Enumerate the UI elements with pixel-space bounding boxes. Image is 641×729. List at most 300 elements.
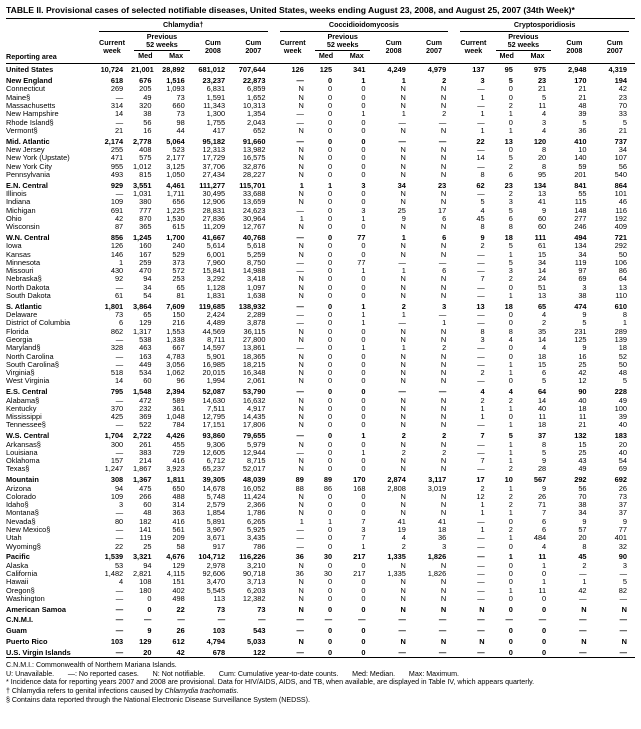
value-cell: 5,064: [166, 136, 185, 146]
table-row: [6, 198, 635, 206]
value-cell: 9: [582, 311, 587, 320]
table-row: [6, 94, 635, 102]
value-cell: 0: [361, 626, 366, 636]
value-cell: 1: [508, 440, 513, 449]
value-cell: 0: [328, 275, 333, 284]
value-cell: —: [296, 301, 304, 311]
value-cell: 132: [574, 431, 587, 441]
value-cell: 6: [442, 267, 447, 276]
value-cell: 1,225: [166, 206, 185, 215]
value-cell: 0: [508, 145, 513, 154]
value-cell: 1: [361, 448, 366, 457]
value-cell: 2: [442, 448, 447, 457]
value-cell: 13: [504, 136, 513, 146]
reporting-area-cell: Virginia§: [6, 369, 35, 378]
table-row: [6, 518, 635, 526]
value-cell: 1,245: [132, 232, 152, 242]
value-cell: —: [398, 319, 406, 328]
value-cell: 2: [508, 101, 513, 110]
value-cell: N: [440, 250, 447, 259]
value-cell: 73: [176, 110, 185, 119]
reporting-area-cell: Guam: [6, 626, 27, 636]
value-cell: 572: [172, 267, 185, 276]
value-cell: 18: [618, 344, 627, 353]
value-cell: 14,988: [242, 267, 266, 276]
value-cell: 14,435: [242, 413, 266, 422]
value-cell: 470: [139, 267, 152, 276]
value-cell: —: [115, 335, 124, 344]
value-cell: 111: [534, 232, 547, 242]
value-cell: —: [505, 615, 513, 625]
value-cell: 12: [578, 377, 587, 386]
value-cell: 3: [508, 198, 513, 207]
value-cell: N: [440, 440, 447, 449]
reporting-area-cell: Puerto Rico: [6, 637, 48, 647]
value-cell: 0: [508, 569, 513, 578]
value-cell: 4,115: [166, 569, 185, 578]
reporting-area-cell: Georgia: [6, 335, 33, 344]
value-cell: 1,516: [166, 76, 185, 86]
value-cell: N: [298, 189, 304, 198]
value-cell: —: [477, 647, 485, 657]
value-cell: 2,978: [206, 561, 226, 570]
value-cell: 3,117: [428, 475, 447, 485]
value-cell: 691: [110, 206, 124, 215]
value-cell: 19: [397, 526, 406, 534]
value-cell: 40: [618, 421, 627, 430]
value-cell: 12,313: [202, 145, 226, 154]
value-cell: 64: [618, 275, 627, 284]
table-row: [6, 405, 635, 413]
value-cell: 14,678: [202, 484, 226, 493]
value-cell: 1: [480, 404, 485, 413]
value-cell: 26: [176, 626, 185, 636]
table-row: [6, 344, 635, 352]
value-cell: 0: [328, 327, 333, 336]
value-cell: 0: [328, 586, 333, 595]
value-cell: 0: [361, 126, 366, 135]
value-cell: —: [477, 578, 485, 587]
value-cell: 194: [614, 76, 627, 86]
value-cell: 183: [614, 431, 627, 441]
value-cell: 0: [328, 534, 333, 543]
value-cell: 18: [504, 301, 513, 311]
value-cell: 129: [139, 637, 152, 647]
value-cell: 4,319: [608, 65, 627, 75]
value-cell: 1: [508, 534, 513, 543]
value-cell: 2,821: [132, 569, 152, 578]
value-cell: 28: [537, 465, 547, 474]
value-cell: 0: [361, 501, 366, 510]
max-header: Max: [521, 51, 554, 63]
value-cell: 5: [508, 431, 513, 441]
value-cell: N: [400, 93, 406, 102]
value-cell: 14,597: [202, 344, 226, 353]
value-cell: —: [296, 448, 304, 457]
value-cell: 18: [578, 404, 587, 413]
value-cell: 1: [361, 344, 366, 353]
value-cell: N: [400, 594, 406, 603]
value-cell: 784: [172, 421, 185, 430]
notifiable-diseases-table: [6, 18, 635, 658]
value-cell: 90,718: [242, 569, 266, 578]
value-cell: —: [296, 258, 304, 267]
value-cell: N: [440, 604, 447, 614]
disease-header-coccidioidomycosis: [274, 19, 455, 32]
value-cell: 216: [172, 319, 185, 328]
value-cell: —: [619, 626, 627, 636]
value-cell: 12,605: [202, 448, 226, 457]
value-cell: 0: [328, 93, 333, 102]
value-cell: N: [400, 360, 406, 369]
value-cell: 3: [442, 542, 447, 551]
value-cell: N: [400, 413, 406, 422]
value-cell: 27,434: [202, 170, 226, 179]
value-cell: 1,539: [104, 552, 124, 562]
value-cell: 15: [578, 440, 587, 449]
value-cell: 24: [537, 275, 547, 284]
value-cell: 2,177: [166, 154, 185, 163]
value-cell: N: [400, 162, 406, 171]
value-cell: —: [296, 311, 304, 320]
value-cell: —: [477, 258, 485, 267]
value-cell: 0: [361, 136, 366, 146]
value-cell: 9: [542, 457, 547, 466]
value-cell: 96: [176, 377, 185, 386]
table-row: [6, 543, 635, 551]
value-cell: 7: [361, 534, 366, 543]
value-cell: 48: [578, 101, 587, 110]
reporting-area-cell: Utah: [6, 534, 22, 543]
value-cell: —: [296, 344, 304, 353]
value-cell: 455: [172, 440, 185, 449]
reporting-area-cell: W.N. Central: [6, 232, 50, 242]
value-cell: 2: [401, 431, 406, 441]
value-cell: —: [538, 615, 547, 625]
value-cell: 65: [537, 301, 547, 311]
value-cell: 5: [508, 258, 513, 267]
reporting-area-cell: Delaware: [6, 311, 38, 320]
value-cell: 49: [143, 93, 152, 102]
value-cell: 129: [172, 561, 185, 570]
value-cell: N: [440, 275, 447, 284]
reporting-area-cell: Indiana: [6, 198, 31, 207]
table-row: [6, 231, 635, 242]
value-cell: 3: [582, 283, 587, 292]
value-cell: 543: [253, 626, 266, 636]
value-cell: 205: [139, 85, 152, 94]
value-cell: —: [296, 319, 304, 328]
value-cell: 125: [574, 335, 587, 344]
value-cell: —: [296, 526, 304, 534]
value-cell: 15: [537, 360, 547, 369]
value-cell: 0: [361, 509, 366, 518]
value-cell: 33: [618, 110, 627, 119]
value-cell: 567: [533, 475, 547, 485]
table-row: [6, 369, 635, 377]
value-cell: N: [400, 126, 406, 135]
value-cell: 9: [582, 344, 587, 353]
value-cell: N: [440, 578, 447, 587]
value-cell: 16,985: [202, 360, 226, 369]
reporting-area-cell: New York City: [6, 162, 53, 171]
value-cell: 12,944: [242, 448, 266, 457]
value-cell: 3: [480, 335, 485, 344]
value-cell: 430: [110, 267, 124, 276]
value-cell: 0: [328, 223, 333, 232]
value-cell: 1: [361, 311, 366, 320]
value-cell: 18,365: [242, 352, 266, 361]
current-week-header: Current week: [274, 32, 312, 63]
value-cell: 92: [114, 275, 124, 284]
reporting-area-cell: U.S. Virgin Islands: [6, 647, 71, 657]
value-cell: —: [115, 93, 124, 102]
value-cell: 134: [533, 180, 547, 190]
value-cell: 3,292: [206, 275, 226, 284]
value-cell: 3,713: [247, 578, 266, 587]
value-cell: 25: [578, 448, 587, 457]
value-cell: —: [477, 561, 485, 570]
value-cell: N: [298, 440, 304, 449]
value-cell: 1,786: [247, 509, 266, 518]
reporting-area-cell: E.N. Central: [6, 180, 48, 190]
value-cell: 41,667: [202, 232, 226, 242]
value-cell: 0: [361, 413, 366, 422]
value-cell: 0: [328, 637, 333, 647]
value-cell: N: [400, 421, 406, 430]
value-cell: 1,335: [387, 552, 406, 562]
value-cell: 341: [353, 65, 366, 75]
value-cell: 182: [139, 517, 152, 526]
value-cell: 34: [578, 250, 587, 259]
value-cell: 107: [614, 154, 627, 163]
value-cell: 1: [361, 76, 366, 86]
reporting-area-cell: New York (Upstate): [6, 154, 70, 163]
value-cell: 2,043: [247, 118, 266, 127]
reporting-area-cell: Ohio: [6, 214, 22, 223]
value-cell: N: [298, 145, 304, 154]
value-cell: 0: [508, 637, 513, 647]
value-cell: 538: [139, 335, 152, 344]
value-cell: —: [438, 626, 447, 636]
value-cell: 0: [508, 604, 513, 614]
value-cell: 38: [143, 110, 152, 119]
value-cell: 21: [578, 93, 587, 102]
value-cell: 18: [438, 526, 447, 534]
disease-label: Chlamydia†: [99, 21, 268, 32]
value-cell: —: [398, 118, 406, 127]
value-cell: 9: [542, 206, 547, 215]
value-cell: 109: [110, 492, 124, 501]
value-cell: N: [440, 335, 447, 344]
value-cell: N: [400, 492, 406, 501]
value-cell: 86: [323, 484, 333, 493]
value-cell: 529: [172, 250, 185, 259]
value-cell: 0: [508, 93, 513, 102]
value-cell: N: [298, 126, 304, 135]
value-cell: 113: [213, 594, 226, 603]
value-cell: 4: [119, 578, 124, 587]
value-cell: 5,748: [206, 492, 226, 501]
value-cell: 39: [578, 110, 587, 119]
value-cell: 561: [172, 526, 185, 534]
value-cell: 425: [110, 413, 124, 422]
value-cell: 0: [361, 352, 366, 361]
value-cell: 17,729: [202, 154, 226, 163]
value-cell: 2,366: [247, 501, 266, 510]
value-cell: 369: [139, 413, 152, 422]
value-cell: 3,418: [247, 275, 266, 284]
value-cell: 4: [542, 344, 547, 353]
value-cell: 15,841: [202, 267, 226, 276]
value-cell: 14: [114, 110, 124, 119]
value-cell: 59: [578, 162, 587, 171]
value-cell: 50: [618, 360, 627, 369]
value-cell: 20: [143, 647, 152, 657]
value-cell: 363: [172, 509, 185, 518]
value-cell: 277: [574, 214, 587, 223]
value-cell: 0: [328, 162, 333, 171]
value-cell: 22: [476, 136, 485, 146]
value-cell: N: [581, 604, 587, 614]
value-cell: 42: [176, 647, 185, 657]
value-cell: N: [298, 242, 304, 251]
value-cell: 11,209: [203, 223, 226, 232]
value-cell: 0: [361, 327, 366, 336]
value-cell: 8: [542, 145, 547, 154]
table-row: [6, 421, 635, 429]
value-cell: 1: [299, 517, 304, 526]
reporting-area-header: [6, 19, 93, 64]
value-cell: 11: [538, 413, 547, 422]
value-cell: —: [115, 586, 124, 595]
value-cell: N: [298, 360, 304, 369]
value-cell: 0: [361, 154, 366, 163]
value-cell: 119,685: [198, 301, 226, 311]
value-cell: 54: [143, 291, 152, 300]
value-cell: 0: [328, 101, 333, 110]
value-cell: 148: [574, 206, 587, 215]
value-cell: N: [298, 93, 304, 102]
value-cell: 11: [538, 552, 547, 562]
value-cell: N: [440, 421, 447, 430]
value-cell: 6,859: [247, 85, 266, 94]
value-cell: 23: [537, 76, 547, 86]
value-cell: 0: [361, 604, 366, 614]
value-cell: N: [440, 352, 447, 361]
value-cell: 2: [508, 465, 513, 474]
value-cell: 0: [542, 569, 547, 578]
value-cell: 0: [542, 647, 547, 657]
value-cell: 417: [212, 126, 226, 135]
value-cell: 0: [328, 352, 333, 361]
value-cell: 0: [361, 189, 366, 198]
table-row: [6, 603, 635, 614]
reporting-area-cell: South Dakota: [6, 291, 51, 300]
value-cell: 17: [438, 206, 447, 215]
value-cell: 80: [114, 517, 124, 526]
cum-2008-header: Cum 2008: [373, 32, 413, 63]
reporting-area-cell: Arizona: [6, 484, 32, 493]
value-cell: 104,712: [198, 552, 226, 562]
value-cell: N: [440, 396, 447, 405]
value-cell: 841: [574, 180, 587, 190]
table-row: [6, 267, 635, 275]
value-cell: —: [477, 421, 485, 430]
value-cell: —: [144, 615, 152, 625]
value-cell: 93,860: [202, 431, 226, 441]
value-cell: 7,960: [206, 258, 226, 267]
value-cell: 16,575: [242, 154, 266, 163]
value-cell: 2: [542, 319, 547, 328]
value-cell: N: [440, 242, 447, 251]
value-cell: 383: [139, 448, 152, 457]
value-cell: 120: [533, 136, 547, 146]
value-cell: 26: [537, 492, 547, 501]
value-cell: 1: [508, 509, 513, 518]
value-cell: 70: [578, 492, 587, 501]
value-cell: 90: [618, 552, 627, 562]
value-cell: N: [298, 377, 304, 386]
value-cell: 13,659: [242, 198, 266, 207]
value-cell: 134: [574, 242, 587, 251]
value-cell: 1,755: [206, 118, 226, 127]
value-cell: 0: [361, 223, 366, 232]
value-cell: 373: [172, 258, 185, 267]
value-cell: 60: [537, 214, 547, 223]
value-cell: 488: [172, 492, 185, 501]
value-cell: 87: [114, 223, 124, 232]
value-cell: 4: [508, 335, 513, 344]
value-cell: 9: [147, 626, 152, 636]
value-cell: 0: [361, 198, 366, 207]
value-cell: 79,655: [242, 431, 266, 441]
value-cell: 1: [480, 526, 485, 534]
disease-header-cryptosporidiosis: [454, 19, 635, 32]
value-cell: 0: [361, 162, 366, 171]
value-cell: 41: [397, 517, 406, 526]
value-cell: 2,778: [132, 136, 152, 146]
value-cell: 45: [578, 552, 587, 562]
value-cell: —: [115, 509, 124, 518]
value-cell: 4,794: [206, 637, 226, 647]
value-cell: 217: [353, 552, 366, 562]
value-cell: 660: [172, 101, 185, 110]
value-cell: 449: [139, 360, 152, 369]
value-cell: 0: [361, 594, 366, 603]
value-cell: 25: [143, 542, 152, 551]
value-cell: 1: [328, 517, 333, 526]
value-cell: 5: [542, 448, 547, 457]
value-cell: N: [298, 170, 304, 179]
value-cell: 2,174: [104, 136, 124, 146]
value-cell: 3,551: [132, 180, 152, 190]
value-cell: 10: [504, 475, 513, 485]
value-cell: —: [477, 319, 485, 328]
value-cell: 4,917: [247, 404, 266, 413]
value-cell: N: [440, 509, 447, 518]
value-cell: 1,093: [166, 85, 185, 94]
value-cell: 300: [110, 440, 124, 449]
value-cell: 49: [618, 396, 627, 405]
value-cell: 0: [328, 311, 333, 320]
value-cell: 678: [212, 647, 226, 657]
value-cell: N: [400, 404, 406, 413]
value-cell: 20: [578, 534, 587, 543]
value-cell: 0: [508, 283, 513, 292]
value-cell: N: [440, 291, 447, 300]
value-cell: 0: [328, 170, 333, 179]
